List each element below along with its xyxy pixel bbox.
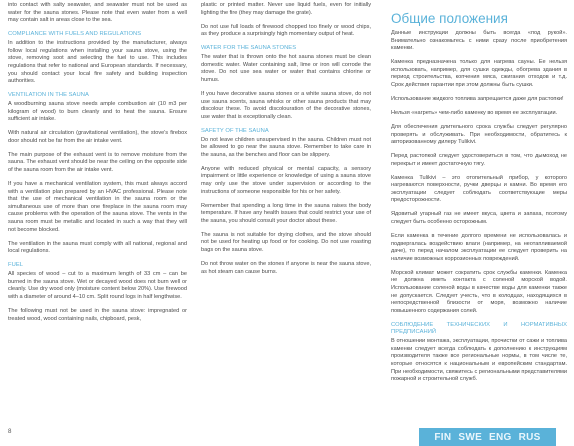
paragraph: In addition to the instructions provided by the manufacturer, always follow local regulations when installing your sauna stove, using the stove, removing soot and selecting the fuel to use. This includes regulations that refer to national and European standards. If necessary, you should contact your local fire safety and building inspection authorities. [8, 40, 187, 85]
paragraph: Ядовитый угарный газ не имеет вкуса, цвета и запаха, поэтому следует быть особенно осторожным. [391, 211, 567, 226]
language-tab-fin[interactable]: FIN [434, 431, 452, 443]
language-tab-swe[interactable]: SWE [458, 431, 483, 443]
paragraph: Каменка предназначена только для нагрева сауны. Ее нельзя использовать, например, для сушки одежды, обогрева здания в период строительства, копчения мяса, сжигания отходов и т.д. Срок действия гарантии при этом должны быть сушки. [391, 59, 567, 88]
section-heading-fuels-regulations-ru: СОБЛЮДЕНИЕ ТЕХНИЧЕСКИХ И НОРМАТИВНЫХ ПРЕДПИСАНИЙ [391, 321, 567, 336]
page-number: 8 [8, 428, 12, 435]
paragraph: Для обеспечения длительного срока службы следует регулярно проверять и обслуживать. При необходимости, обратитесь к авторизованному дилеру Tulikivi. [391, 123, 567, 146]
section-heading-fuel: FUEL [8, 262, 24, 269]
paragraph: Do not leave children unsupervised in the sauna. Children must not be allowed to go near the sauna stove. Remember to take care in the sauna, as the benches and floor can be slippery. [201, 136, 371, 158]
paragraph: The following must not be used in the sauna stove: impregnated or treated wood, wood containing nails, chipboard, pesk, [8, 307, 187, 322]
paragraph: A woodburning sauna stove needs ample combustion air (10 m3 per kilogram of wood) to burn cleanly and to heat the sauna. Ensure sufficient air intake. [8, 101, 187, 123]
page-title: Общие положения [391, 11, 508, 26]
paragraph: Do not use full loads of firewood chopped too finely or wood chips, as they produce a surprisingly high momentary output of heat. [201, 23, 371, 38]
column-english-left [8, 2, 187, 330]
paragraph: Использование жидкого топлива запрещается даже для растопки! [391, 95, 564, 102]
paragraph: The main purpose of the exhaust vent is to remove moisture from the sauna. The exhaust vent should be near the ceiling on the opposite side of the sauna room from the air intake vent. [8, 151, 187, 174]
paragraph: Перед растопкой следует удостовериться в том, что дымоход не перекрыт и имеет достаточную тягу. [391, 153, 567, 167]
paragraph: Морской климат может сократить срок службы каменки. Каменка не должна иметь контакта с соленой морской водой. Использование соленой воды в качестве воды для каменки также не допускается. Следует учесть, что в колодцах, находящихся в непосредственной близости от моря, возможно наличие повышенного содержания солей. [391, 269, 567, 314]
paragraph: The ventilation in the sauna must comply with all national, regional and local regulations. [8, 240, 187, 255]
language-tab-bar [419, 428, 556, 446]
paragraph: Если каменка в течение долгого времени не использовалась и подвергалась воздействию влаги (например, на неотапливаемой даче), то перед началом эксплуатации ее следует проверить на наличие возможных коррозионных повреждений. [391, 233, 567, 262]
paragraph: Нельзя «нагреть» чем-либо каменку во время ее эксплуатации. [391, 109, 558, 116]
paragraph: Remember that spending a long time in the sauna raises the body temperature. If have any health issues that could restrict your use of the sauna, you should consult your doctor about these. [201, 202, 371, 224]
column-english-middle [201, 2, 371, 283]
paragraph: Do not throw water on the stones if anyone is near the sauna stove, as hot steam can cause burns. [201, 260, 371, 275]
paragraph: With natural air circulation (gravitational ventilation), the stove's firebox door should not be far from the air intake vent. [8, 130, 187, 144]
section-heading-fuels-regulations: COMPLIANCE WITH FUELS AND REGULATIONS [8, 31, 142, 38]
language-tab-rus[interactable]: RUS [518, 431, 541, 443]
paragraph: All species of wood – cut to a maximum length of 33 cm – can be burned in the sauna stove. Wet or decayed wood does not burn well or cleanly. Use dry wood only (moisture content below 20%). Use firewood with a diameter of around 4–10 cm. Split round logs in half lengthwise. [8, 271, 187, 300]
paragraph: into contact with salty seawater, and seawater must not be used as water for the sauna stones. Please note that even water from a well may contain salt in areas close to the sea. [8, 2, 187, 24]
paragraph: The water that is thrown onto the hot sauna stones must be clean domestic water. Water containing salt, lime or iron will corrode the stove. Do not use sea water or water that contains chlorine or humus. [201, 54, 371, 83]
paragraph: The sauna is not suitable for drying clothes, and the stove should not be used for heating up food or for cooking. Do not use roasting bags on the sauna stove. [201, 231, 371, 253]
paragraph: If you have a mechanical ventilation system, this must always accord with a ventilation plan prepared by an HVAC professional. Please note that the use of mechanical ventilation in the sauna room or the simultaneous use of more than one fireplace in the sauna room may cause problems with the operation of the sauna stove. The vents in the sauna room must be metallic and located in such a way that they will not become blocked. [8, 181, 187, 233]
paragraph: plastic or printed matter. Never use liquid fuels, even for initially lighting the fire (they may damage the grate). [201, 2, 371, 16]
section-heading-safety: SAFETY OF THE SAUNA [201, 127, 269, 134]
section-heading-ventilation: VENTILATION IN THE SAUNA [8, 92, 89, 99]
paragraph: If you have decorative sauna stones or a white sauna stove, do not use sauna scents, sauna whisks or other sauna products that may discolour these. To avoid discolouration of the decorative stones, use water that is exceptionally clean. [201, 90, 371, 120]
language-tab-eng[interactable]: ENG [489, 431, 512, 443]
paragraph: В отношении монтажа, эксплуатации, прочистки от сажи и топлива каменки следует всегда соблюдать к дополнению к инструкциям производителя также все региональные нормы, в том числе те, которые относятся к национальным и европейским стандартам. При необходимости, свяжитесь с региональными представителями пожарной и строительной служб. [391, 338, 567, 383]
column-russian [391, 2, 567, 390]
paragraph: Anyone with reduced physical or mental capacity, a sensory impairment or little experience or knowledge of using a sauna stove may only use the stove under supervision or according to the instructions of someone responsible for his or her safety. [201, 165, 371, 195]
paragraph: Данные инструкции должны быть всегда «под рукой». Внимательно ознакомьтесь с ними сразу после приобретения каменки. [391, 30, 567, 52]
section-heading-water: WATER FOR THE SAUNA STONES [201, 45, 297, 52]
paragraph: Каменка Tulikivi – это отопительный прибор, у которого нагреваются поверхности, ручки дверцы и камни. Во время его эксплуатации следует соблюдать соответствующие меры предосторожности. [391, 174, 567, 204]
